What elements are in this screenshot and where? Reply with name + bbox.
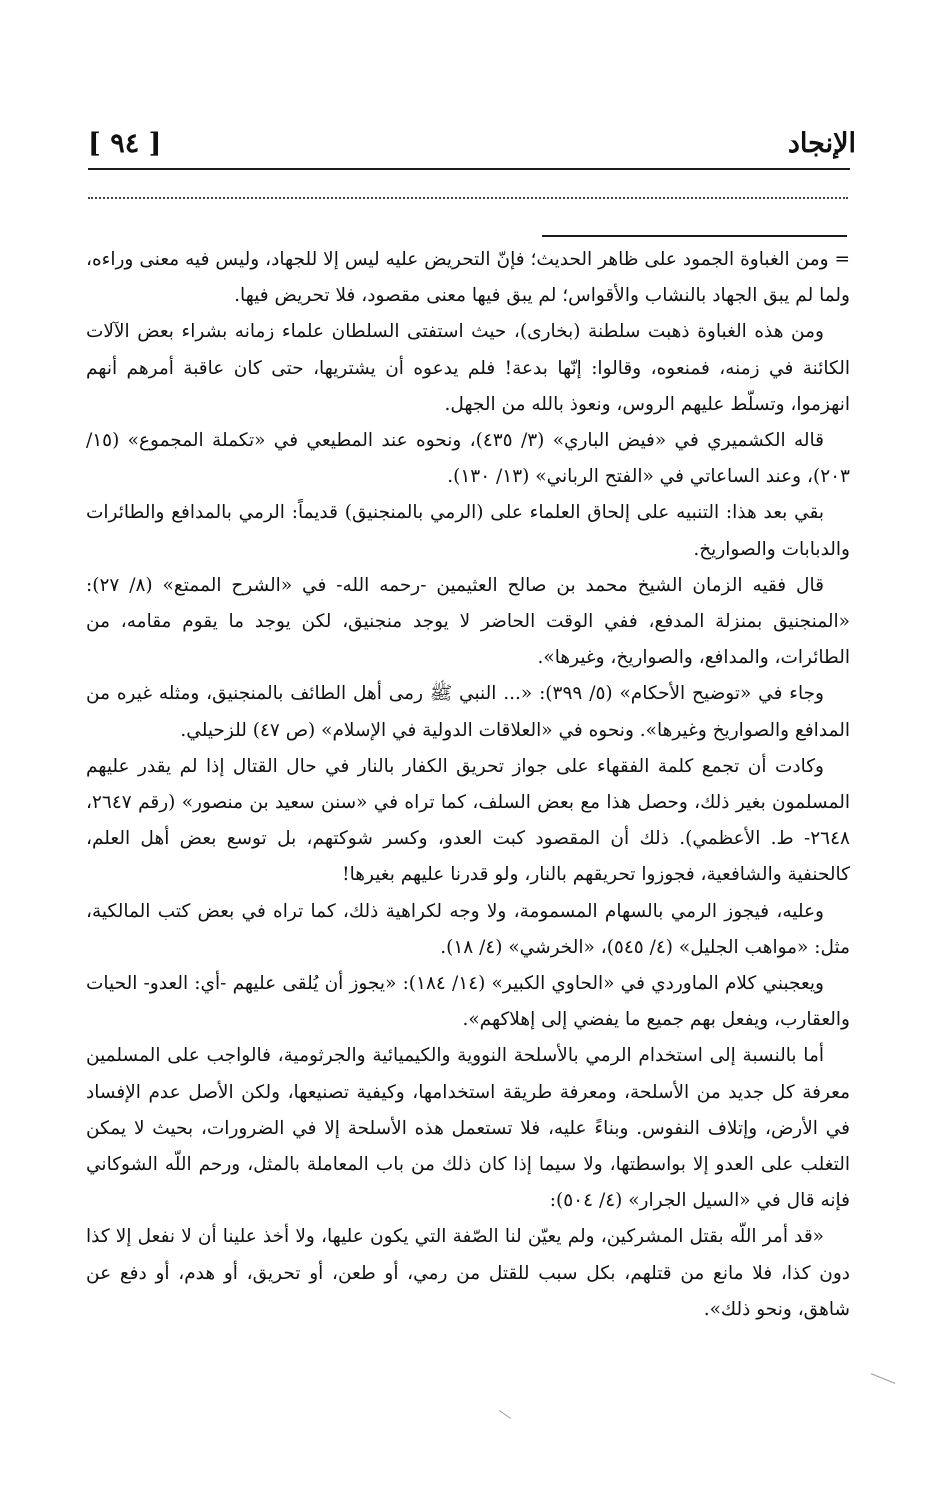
page-number: [ ٩٤ ] bbox=[88, 128, 162, 159]
paragraph: أما بالنسبة إلى استخدام الرمي بالأسلحة النووية والكيميائية والجرثومية، فالواجب على المسلمين معرفة كل جديد من الأسلحة، ومعرفة طريقة استخدامها، وكيفية تصنيعها، ولكن الأصل عدم الإفساد في الأرض، وإتلاف النفوس. وبناءً عليه، فلا تستعمل هذه الأسلحة إلا في الضرورات، بحيث لا يمكن التغلب على العدو إلا بواسطتها، ولا سيما إذا كان ذلك من باب المعاملة بالمثل، ورحم اللّه الشوكاني فإنه قال في «السيل الجرار» (٤/ ٥٠٤): bbox=[86, 1045, 850, 1212]
paragraph: ويعجبني كلام الماوردي في «الحاوي الكبير» (١٤/ ١٨٤): «يجوز أن يُلقى عليهم -أي: العدو- الحيات والعقارب، ويفعل بهم جميع ما يفضي إلى إهلاكهم». bbox=[86, 973, 850, 1031]
book-title: الإنجاد bbox=[787, 128, 856, 159]
paragraph: بقي بعد هذا: التنبيه على إلحاق العلماء على (الرمي بالمنجنيق) قديماً: الرمي بالمدافع والطائرات والدبابات والصواريخ. bbox=[86, 502, 850, 560]
paragraph: ومن هذه الغباوة ذهبت سلطنة (بخارى)، حيث استفتى السلطان علماء زمانه بشراء بعض الآلات الكائنة في زمنه، فمنعوه، وقالوا: إنّها بدعة! فلم يدعوه أن يشتريها، حتى كان عاقبة أمرهم أنهم انهزموا، وتسلّط عليهم الروس، ونعوذ بالله من الجهل. bbox=[86, 321, 850, 415]
paragraph: وكادت أن تجمع كلمة الفقهاء على جواز تحريق الكفار بالنار في حال القتال إذا لم يقدر عليهم المسلمون بغير ذلك، وحصل هذا مع بعض السلف، كما تراه في «سنن سعيد بن منصور» (رقم ٢٦٤٧، ٢٦٤٨- ط. الأعظمي). ذلك أن المقصود كبت العدو، وكسر شوكتهم، بل توسع بعض أهل العلم، كالحنفية والشافعية، فجوزوا تحريقهم بالنار، ولو قدرنا عليهم بغيرها! bbox=[86, 755, 850, 886]
paragraph: قاله الكشميري في «فيض الباري» (٣/ ٤٣٥)، ونحوه عند المطيعي في «تكملة المجموع» (١٥/ ٢٠٣)، وعند الساعاتي في «الفتح الرباني» (١٣/ ١٣٠). bbox=[86, 430, 850, 488]
dotted-separator bbox=[88, 197, 848, 199]
page-header bbox=[88, 120, 856, 172]
footnote-rule bbox=[542, 235, 847, 237]
paragraph: وعليه، فيجوز الرمي بالسهام المسمومة، ولا وجه لكراهية ذلك، كما تراه في بعض كتب المالكية، مثل: «مواهب الجليل» (٤/ ٥٤٥)، «الخرشي» (٤/ ١٨). bbox=[86, 900, 850, 958]
header-rule bbox=[88, 168, 850, 170]
scan-artifact bbox=[871, 1373, 895, 1384]
scan-artifact bbox=[499, 1410, 511, 1419]
footnote-body bbox=[86, 242, 850, 1328]
paragraph-continuation: = ومن الغباوة الجمود على ظاهر الحديث؛ فإنّ التحريض عليه ليس إلا للجهاد، وليس فيه معنى وراءه، ولما لم يبق الجهاد بالنشاب والأقواس؛ لم يبق فيها معنى مقصود، فلا تحريض فيها. bbox=[86, 249, 850, 307]
paragraph: قال فقيه الزمان الشيخ محمد بن صالح العثيمين -رحمه الله- في «الشرح الممتع» (٨/ ٢٧): «المنجنيق بمنزلة المدفع، ففي الوقت الحاضر لا يوجد منجنيق، لكن يوجد ما يقوم مقامه، من الطائرات، والمدافع، والصواريخ، وغيرها». bbox=[86, 574, 850, 669]
paragraph: وجاء في «توضيح الأحكام» (٥/ ٣٩٩): «... النبي ﷺ رمى أهل الطائف بالمنجنيق، ومثله غيره من المدافع والصواريخ وغيرها». ونحوه في «العلاقات الدولية في الإسلام» (ص ٤٧) للزحيلي. bbox=[86, 683, 850, 741]
paragraph-quote: «قد أمر اللّه بقتل المشركين، ولم يعيّن لنا الصّفة التي يكون عليها، ولا أخذ علينا أن لا نفعل إلا كذا دون كذا، فلا مانع من قتلهم، بكل سبب للقتل من رمي، أو طعن، أو تحريق، أو هدم، أو دفع عن شاهق، ونحو ذلك». bbox=[86, 1226, 850, 1320]
